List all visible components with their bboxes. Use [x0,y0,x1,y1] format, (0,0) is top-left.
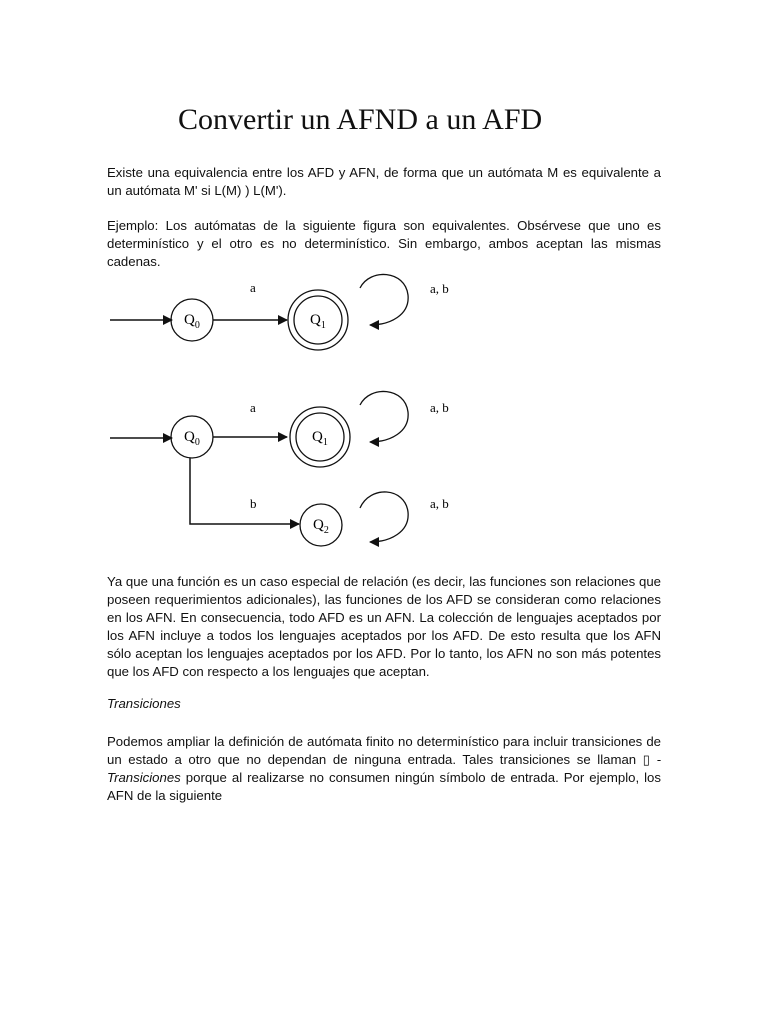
loop-q1-label: a, b [430,281,449,296]
paragraph-transiciones-term: -Transiciones [107,752,661,785]
state-q0-label: $Q_0$ [184,429,200,448]
section-heading-transiciones: Transiciones [107,696,181,711]
page-title: Convertir un AFND a un AFD [178,103,543,136]
paragraph-transiciones [107,733,661,805]
automaton-2 [110,391,449,546]
transition-q0-q2 [190,458,299,524]
loop-q2-label: a, b [430,496,449,511]
transition-q0-q1-label: a [250,280,256,295]
loop-q1 [360,391,408,442]
epsilon-symbol: ▯ [642,752,650,767]
paragraph-transiciones-text-before: Podemos ampliar la definición de autómata finito no determinístico para incluir transiciones de un estado a otro que no dependan de ninguna entrada. Tales transiciones se llaman [107,734,661,767]
automata-diagram [0,260,768,560]
automaton-1 [110,274,449,350]
state-q0-label: $Q_0$ [184,312,200,331]
paragraph-equivalence: Existe una equivalencia entre los AFD y AFN, de forma que un autómata M es equivalente a un autómata M' si L(M) ) L(M'). [107,165,661,198]
paragraph-example: Ejemplo: Los autómatas de la siguiente figura son equivalentes. Obsérvese que uno es determinístico y el otro es no determinístico. Sin embargo, ambos aceptan las mismas cadenas. [107,218,661,269]
state-q2-label: $Q_2$ [313,517,329,536]
state-q1-label: $Q_1$ [312,429,328,448]
transition-q0-q1-label: a [250,400,256,415]
state-q1-label: $Q_1$ [310,312,326,331]
paragraph-afd-afn-relation: Ya que una función es un caso especial de relación (es decir, las funciones son relaciones que poseen requerimientos adicionales), las funciones de los AFD se consideran como relaciones en los AFN. En consecuencia, todo AFD es un AFN. La colección de lenguajes aceptados por los AFN incluye a todos los lenguajes aceptados por los AFD. De esto resulta que los AFN sólo aceptan los lenguajes aceptados por los AFD. Por lo tanto, los AFN no son más potentes que los AFD con respecto a los lenguajes que aceptan. [107,574,661,679]
loop-q1 [360,274,408,325]
loop-q2 [360,492,408,542]
paragraph-transiciones-text-after: porque al realizarse no consumen ningún símbolo de entrada. Por ejemplo, los AFN de la siguiente [107,770,661,803]
loop-q1-label: a, b [430,400,449,415]
transition-q0-q2-label: b [250,496,257,511]
